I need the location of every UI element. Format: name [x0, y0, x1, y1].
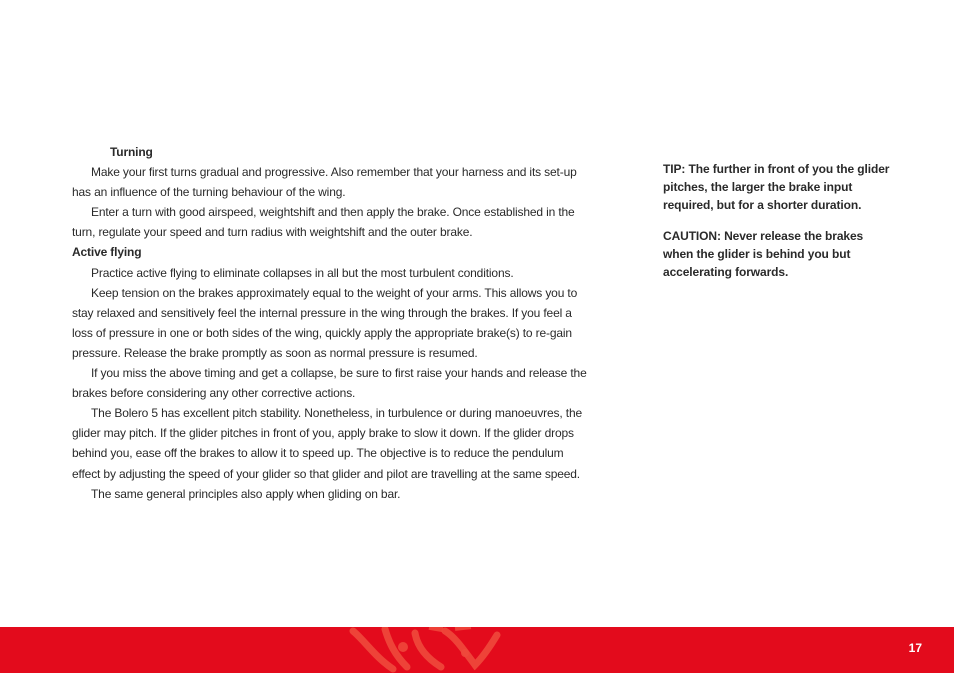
- active-flying-paragraph-4: The Bolero 5 has excellent pitch stability. Nonetheless, in turbulence or during manoeuvres, the glider may pitch. If the glider pitches in front of you, apply brake to slow it down. If the glider drops behind you, ease off the brakes to allow it to speed up. The objective is to reduce the pendulum effect by adjusting the speed of your glider so that glider and pilot are travelling at the same speed.: [72, 406, 582, 481]
- sidebar-notes: [663, 160, 895, 294]
- tip-note: TIP: The further in front of you the glider pitches, the larger the brake input required, but for a shorter duration.: [663, 162, 890, 212]
- page-number: 17: [908, 641, 922, 655]
- brand-logo-watermark: [345, 627, 515, 673]
- main-text-column: [72, 142, 592, 504]
- footer-band: [0, 627, 954, 673]
- active-flying-paragraph-3: If you miss the above timing and get a collapse, be sure to first raise your hands and release the brakes before considering any other corrective actions.: [72, 366, 587, 401]
- turning-heading: Turning: [110, 145, 153, 159]
- active-flying-paragraph-5: The same general principles also apply when gliding on bar.: [91, 486, 401, 501]
- active-flying-paragraph-1: Practice active flying to eliminate collapses in all but the most turbulent conditions.: [91, 265, 514, 280]
- turning-paragraph-2: Enter a turn with good airspeed, weightshift and then apply the brake. Once established in the turn, regulate your speed and turn radius with weightshift and the outer brake.: [72, 205, 575, 240]
- caution-note: CAUTION: Never release the brakes when the glider is behind you but accelerating forwards.: [663, 229, 864, 279]
- active-flying-heading: Active flying: [72, 245, 142, 260]
- active-flying-paragraph-2: Keep tension on the brakes approximately equal to the weight of your arms. This allows you to stay relaxed and sensitively feel the internal pressure in the wing through the brakes. If you feel a loss of pressure in one or both sides of the wing, quickly apply the appropriate brake(s) to re-gain pressure. Release the brake promptly as soon as normal pressure is resumed.: [72, 285, 578, 360]
- turning-paragraph-1: Make your first turns gradual and progressive. Also remember that your harness and its set-up has an influence of the turning behaviour of the wing.: [72, 165, 577, 200]
